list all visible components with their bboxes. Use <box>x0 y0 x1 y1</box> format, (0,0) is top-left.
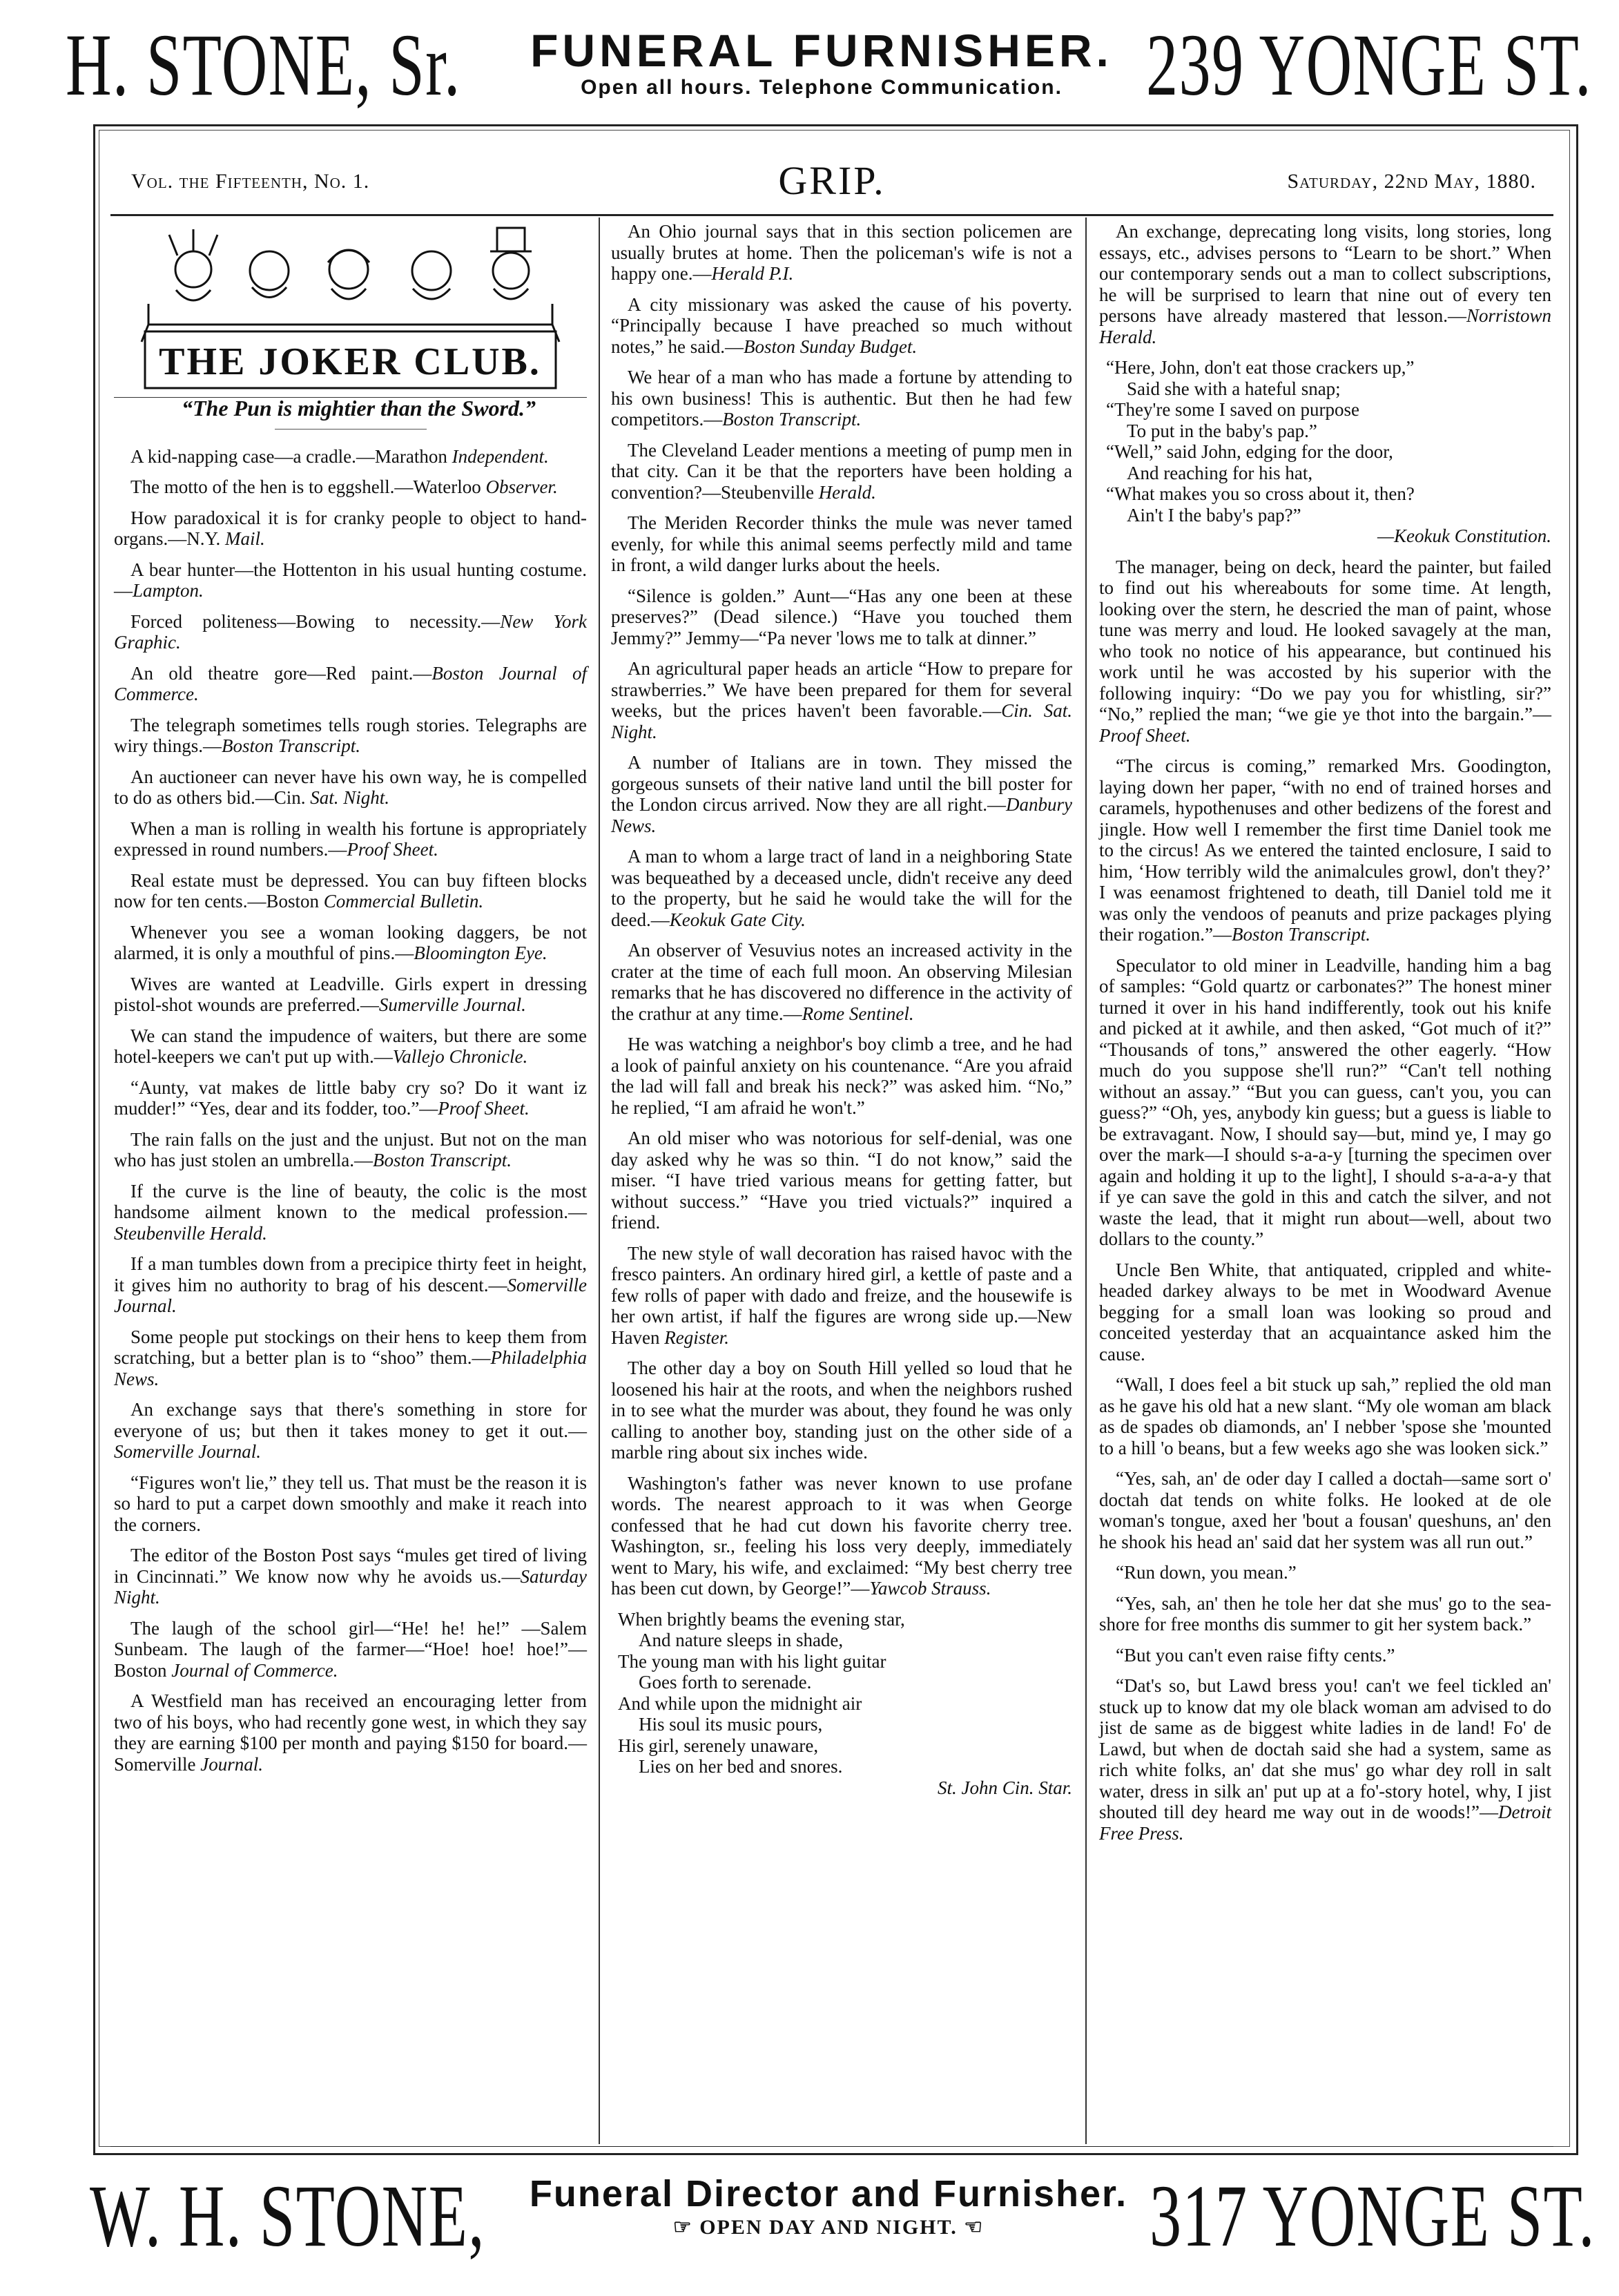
paragraph <box>611 440 1072 503</box>
paragraph-source: Steubenville Herald. <box>114 1222 267 1244</box>
bottom-rule <box>110 2146 1553 2147</box>
paragraph-source: Cin. Sat. Night. <box>611 700 1072 742</box>
paragraph-text: The rain falls on the just and the unjust. But not on the man who has just stolen an umbrella.— <box>114 1128 587 1170</box>
paragraph <box>611 1034 1072 1118</box>
paragraph <box>114 922 587 964</box>
paragraph-source: Lampton. <box>133 580 204 601</box>
paragraph-source: Boston Sunday Budget. <box>743 336 918 357</box>
club-motto: “The Pun is mightier than the Sword.” <box>181 396 536 421</box>
poem-source: St. John Cin. Star. <box>937 1777 1072 1798</box>
poem-source: —Keokuk Constitution. <box>1377 525 1551 546</box>
masthead <box>110 157 1553 213</box>
paragraph-source: Boston Transcript. <box>372 1150 512 1170</box>
paragraph <box>611 294 1072 358</box>
paragraph-text: “But you can't even raise fifty cents.” <box>1116 1644 1395 1666</box>
paragraph-text: An observer of Vesuvius notes an increased activity in the crater at the time of each full moon. An observing Milesian remarks that he has discovered no difference in the activity of the crathur at any time.— <box>611 940 1072 1024</box>
paragraph-text: A number of Italians are in town. They missed the gorgeous sunsets of their native land until the bill poster for the London circus arrived. Now they are all right.— <box>611 752 1072 815</box>
paragraph-text: The motto of the hen is to eggshell.—Waterloo <box>130 476 486 497</box>
paragraph <box>611 940 1072 1024</box>
paragraph <box>611 1243 1072 1349</box>
publication-title: GRIP. <box>778 158 886 203</box>
paragraph-text: Whenever you see a woman looking daggers, be not alarmed, it is only a mouthful of pins.— <box>114 921 587 963</box>
paragraph <box>114 1327 587 1390</box>
masthead-rule <box>110 214 1553 216</box>
poem-line: And reaching for his hat, <box>1127 462 1313 483</box>
pointing-hand-icon: ☞ <box>672 2216 700 2239</box>
paragraph <box>114 1472 587 1536</box>
poem-line: Lies on her bed and snores. <box>639 1756 843 1777</box>
paragraph <box>1099 1260 1551 1365</box>
paragraph-text: Washington's father was never known to use profane words. The nearest approach to it was when George confessed that he had cut down his favorite cherry tree. Washington, sr., feeling his loss very deeply, immediately went to Mary, his wife, and exclaimed: “My best cherry tree has been cut down, by George!”— <box>611 1472 1072 1599</box>
paragraph <box>611 1358 1072 1463</box>
bottom-banner-title: Funeral Director and Furnisher. <box>529 2173 1128 2215</box>
column-3-items-b <box>1099 557 1551 1844</box>
paragraph-source: Norristown Herald. <box>1099 305 1551 347</box>
paragraph <box>114 818 587 860</box>
paragraph-text: Real estate must be depressed. You can buy fifteen blocks now for ten cents.—Boston <box>114 869 587 911</box>
paragraph-text: “Dat's so, but Lawd bress you! can't we feel tickled an' stuck up to know dat my ole black woman am advised to do jist de same as de biggest white ladies in de land! Fo' de Lawd, but when de doctah said she had a system, same as rich white folks, an' dat she mus' go whar dey roll in salt water, dress in silk an' put up at a fo'-story hotel, why, I jist shouted till dey heard me way out in de woods!”— <box>1099 1675 1551 1822</box>
paragraph-text: A kid-napping case—a cradle.—Marathon <box>130 445 452 467</box>
paragraph-source: Somerville Journal. <box>114 1441 261 1462</box>
paragraph <box>114 1129 587 1171</box>
paragraph <box>1099 755 1551 945</box>
paragraph <box>1099 1468 1551 1552</box>
top-banner-subtitle: Open all hours. Telephone Communication. <box>581 76 1063 99</box>
paragraph-source: Boston Transcript. <box>222 735 361 756</box>
paragraph-source: Keokuk Gate City. <box>669 909 806 930</box>
poem-line: When brightly beams the evening star, <box>618 1608 905 1630</box>
paragraph-text: If the curve is the line of beauty, the colic is the most handsome ailment known to the medical profession.— <box>114 1180 587 1222</box>
paragraph-text: An old theatre gore—Red paint.— <box>130 662 432 684</box>
column-divider-1 <box>599 218 600 2144</box>
poem-line: Ain't I the baby's pap?” <box>1127 504 1301 525</box>
paragraph-source: Independent. <box>452 445 549 467</box>
paragraph <box>114 611 587 653</box>
poem-line: “They're some I saved on purpose <box>1106 399 1359 420</box>
paragraph-text: The Meriden Recorder thinks the mule was never tamed evenly, for while this animal seems perfectly mild and tame in front, a wild danger lurks about the heels. <box>611 512 1072 575</box>
bottom-banner-subtitle: OPEN DAY AND NIGHT. <box>699 2216 958 2239</box>
paragraph-source: Somerville Journal. <box>114 1274 587 1316</box>
poem-line: His girl, serenely unaware, <box>618 1735 819 1756</box>
paragraph-source: Danbury News. <box>611 794 1072 836</box>
column-2 <box>611 221 1072 1808</box>
poem-line: “Well,” said John, edging for the door, <box>1106 441 1393 462</box>
top-banner-center <box>511 25 1132 99</box>
paragraph <box>1099 1593 1551 1635</box>
paragraph <box>611 1473 1072 1599</box>
column-3-poem <box>1099 357 1551 547</box>
paragraph-text: A city missionary was asked the cause of his poverty. “Principally because I have preached so much without notes,” he said.— <box>611 293 1072 357</box>
paragraph-text: An old miser who was notorious for self-denial, was one day asked why he was so thin. “I do not know,” said the miser. “I have tried various means for getting fatter, but without success.” “Have you tried victuals?” inquired a friend. <box>611 1128 1072 1233</box>
paragraph-source: Proof Sheet. <box>438 1098 530 1119</box>
paragraph-source: Saturday Night. <box>114 1565 587 1608</box>
paragraph-text: Forced politeness—Bowing to necessity.— <box>130 610 501 632</box>
top-banner-address: 239 YONGE ST. <box>1146 16 1592 114</box>
paragraph-text: “The circus is coming,” remarked Mrs. Goodington, laying down her paper, “with no end of trained horses and caramels, hypothenuses and other bedizens of the forest and jingle. How well I remember the first time Daniel took me to the circus! As we entered the tainted enclosure, I said to him, ‘How terribly wild the animalcules growl, don't they?’ I was eenamost frightened to death, till Daniel told me it was only the vendoos of peanuts and prize packages plying their rogation.”— <box>1099 755 1551 945</box>
poem-line: To put in the baby's pap.” <box>1127 420 1317 441</box>
poem-line: “What makes you so cross about it, then? <box>1106 483 1415 504</box>
paragraph-text: A man to whom a large tract of land in a neighboring State was bequeathed by a deceased uncle, didn't receive any deed to the property, but he said he would take the will for the deed.— <box>611 846 1072 930</box>
paragraph-source: Sat. Night. <box>310 787 390 808</box>
paragraph-text: How paradoxical it is for cranky people to object to hand-organs.—N.Y. <box>114 507 587 549</box>
paragraph-source: Mail. <box>225 528 265 549</box>
bottom-banner <box>0 2161 1619 2279</box>
paragraph-text: The manager, being on deck, heard the painter, but failed to find out his whereabouts for some time. At length, looking over the stern, he descried the man of paint, whose tune was merry and loud. He looked savagely at the man, who took no notice of his appearance, but continued his work until he was accosted by his superior with the following inquiry: “Do we pay you for whistling, sir?” “No,” replied the man; “we gie ye thot into the bargain.”— <box>1099 556 1551 724</box>
paragraph-source: Observer. <box>485 476 558 497</box>
paragraph-text: The telegraph sometimes tells rough stories. Telegraphs are wiry things.— <box>114 714 587 756</box>
paragraph-source: Philadelphia News. <box>114 1347 587 1389</box>
paragraph-source: Register. <box>664 1327 729 1348</box>
paragraph-source: Proof Sheet. <box>1099 724 1191 746</box>
paragraph <box>1099 1675 1551 1844</box>
paragraph-text: If a man tumbles down from a precipice thirty feet in height, it gives him no authority to brag of his descent.— <box>114 1253 587 1295</box>
paragraph-text: The laugh of the school girl—“He! he! he!” —Salem Sunbeam. The laugh of the farmer—“Hoe! hoe! hoe!”—Boston <box>114 1617 587 1681</box>
paragraph-source: Rome Sentinel. <box>802 1003 914 1024</box>
paragraph <box>114 766 587 809</box>
paragraph-source: Bloomington Eye. <box>414 943 547 963</box>
paragraph <box>611 367 1072 430</box>
volume-number: Vol. the Fifteenth, No. 1. <box>131 170 370 193</box>
column-2-poem <box>611 1609 1072 1799</box>
paragraph <box>114 1399 587 1463</box>
paragraph-text: “Yes, sah, an' de oder day I called a doctah—same sort o' doctah dat tends on white folks. He looked at de ole woman's tongue, axed her 'bout a fousan' queshuns, an' den he shook his head an' said dat her system was all run out.” <box>1099 1468 1551 1552</box>
paragraph-text: We hear of a man who has made a fortune by attending to his own business! This is authentic. But then he had few competitors.— <box>611 367 1072 430</box>
bottom-banner-name: W. H. STONE, <box>90 2167 485 2265</box>
paragraph <box>611 658 1072 742</box>
paragraph-source: New York Graphic. <box>114 610 587 653</box>
paragraph-source: Commercial Bulletin. <box>323 891 484 911</box>
paragraph-text: The other day a boy on South Hill yelled so loud that he loosened his hair at the roots, and when the neighbors rushed in to see what the murder was about, they found he was only calling to another boy, standing just on the other side of a marble ring about six inches wide. <box>611 1358 1072 1463</box>
paragraph-source: Sumerville Journal. <box>378 994 526 1015</box>
top-banner-title: FUNERAL FURNISHER. <box>530 25 1113 76</box>
paragraph-text: An agricultural paper heads an article “How to prepare for strawberries.” We have been prepared for them for several weeks, but the prices haven't been favorable.— <box>611 658 1072 721</box>
paragraph-text: “Run down, you mean.” <box>1116 1562 1297 1583</box>
paragraph-source: Journal of Commerce. <box>171 1659 338 1681</box>
top-banner <box>0 7 1619 124</box>
paragraph-source: Proof Sheet. <box>347 839 438 860</box>
column-2-items <box>611 221 1072 1599</box>
paragraph-source: Boston Transcript. <box>722 409 862 430</box>
paragraph-text: When a man is rolling in wealth his fortune is appropriately expressed in round numbers.— <box>114 818 587 860</box>
column-1 <box>114 221 587 1784</box>
paragraph <box>1099 221 1551 347</box>
motto-rule <box>275 429 427 430</box>
column-divider-2 <box>1085 218 1087 2144</box>
paragraph-text: “Figures won't lie,” they tell us. That must be the reason it is so hard to put a carpet down smoothly and make it reach into the corners. <box>114 1472 587 1535</box>
paragraph <box>611 221 1072 284</box>
paragraph-source: Detroit Free Press. <box>1099 1802 1551 1844</box>
paragraph-text: We can stand the impudence of waiters, but there are some hotel-keepers we can't put up with.— <box>114 1025 587 1067</box>
joker-club-title: THE JOKER CLUB. <box>159 340 541 383</box>
paragraph <box>1099 1645 1551 1666</box>
paragraph-text: An exchange, deprecating long visits, long stories, long essays, etc., advises persons to “Learn to be short.” When our contemporary sends out a man to collect subscriptions, he will be surprised to learn that nine out of every ten persons have already mastered that lesson.— <box>1099 221 1551 326</box>
paragraph <box>611 586 1072 649</box>
paragraph <box>114 1025 587 1068</box>
paragraph-source: Boston Journal of Commerce. <box>114 662 588 704</box>
poem-line: His soul its music pours, <box>639 1714 823 1735</box>
paragraph-source: Journal. <box>200 1753 263 1775</box>
poem-line: Said she with a hateful snap; <box>1127 378 1341 399</box>
paragraph <box>114 446 587 467</box>
poem-line: The young man with his light guitar <box>618 1650 886 1672</box>
paragraph-text: “Silence is golden.” Aunt—“Has any one been at these preserves?” (Dead silence.) “Have you touched them Jemmy?” Jemmy—“Pa never 'lows me to talk at dinner.” <box>611 585 1072 648</box>
issue-date: Saturday, 22nd May, 1880. <box>1287 170 1536 193</box>
joker-club-illustration <box>114 221 587 397</box>
paragraph <box>611 1128 1072 1233</box>
paragraph <box>611 512 1072 576</box>
paragraph <box>611 846 1072 930</box>
paragraph <box>114 559 587 601</box>
paragraph <box>1099 1562 1551 1583</box>
paragraph-text: A Westfield man has received an encouraging letter from two of his boys, who had recently gone west, in which they say they are earning $100 per month and paying $150 for board.—Somerville <box>114 1690 587 1775</box>
paragraph <box>114 870 587 912</box>
paragraph <box>114 974 587 1016</box>
top-banner-name: H. STONE, Sr. <box>66 16 461 114</box>
poem-line: Goes forth to serenade. <box>639 1672 812 1692</box>
paragraph <box>1099 1374 1551 1458</box>
joker-club-header <box>114 221 587 398</box>
paragraph <box>114 1181 587 1244</box>
paragraph-text: Uncle Ben White, that antiquated, crippled and white-headed darkey always to be met in Woodward Avenue begging for a small loan was looking so proud and conceited yesterday that an acquaintance asked him the cause. <box>1099 1259 1551 1364</box>
paragraph <box>1099 955 1551 1250</box>
paragraph-source: Yawcob Strauss. <box>869 1578 991 1599</box>
paragraph <box>114 1618 587 1681</box>
paragraph <box>114 715 587 757</box>
paragraph-text: “Yes, sah, an' then he tole her dat she mus' go to the sea-shore for free months dis summer to git her system back.” <box>1099 1592 1551 1634</box>
paragraph <box>114 1545 587 1608</box>
paragraph-source: Herald P.I. <box>711 263 794 284</box>
bottom-banner-address: 317 YONGE ST. <box>1150 2167 1596 2265</box>
bottom-banner-center <box>525 2175 1132 2239</box>
paragraph-text: Some people put stockings on their hens to keep them from scratching, but a better plan is to “shoo” them.— <box>114 1326 587 1368</box>
paragraph-text: An exchange says that there's something in store for everyone of us; but then it takes money to get it out.— <box>114 1399 587 1441</box>
paragraph-text: An auctioneer can never have his own way, he is compelled to do as others bid.—Cin. <box>114 766 587 808</box>
paragraph-text: Wives are wanted at Leadville. Girls expert in dressing pistol-shot wounds are preferred.— <box>114 973 587 1015</box>
column-3-items <box>1099 221 1551 347</box>
paragraph-text: A bear hunter—the Hottenton in his usual hunting costume.— <box>114 559 587 601</box>
paragraph-text: He was watching a neighbor's boy climb a tree, and he had a look of painful anxiety on his countenance. “Are you afraid the lad will fall and break his neck?” was asked him. “No,” he replied, “I am afraid he won't.” <box>611 1034 1072 1118</box>
paragraph <box>114 476 587 498</box>
paragraph-text: The Cleveland Leader mentions a meeting of pump men in that city. Can it be that the reporters have been holding a convention?—Steubenville <box>611 439 1072 503</box>
paragraph-source: Boston Transcript. <box>1231 924 1370 945</box>
paragraph-source: Vallejo Chronicle. <box>392 1046 528 1067</box>
column-1-items <box>114 446 587 1775</box>
paragraph-text: Speculator to old miner in Leadville, handing him a bag of samples: “Gold quartz or carbonates?” The honest miner turned it over in his hand indifferently, took out his knife and picked at it awhile, and then asked, “Got much of it?” “Thousands of tons,” answered the other eagerly. “How much do you suppose she'll run?” “Can't tell nothing without an assay.” “But you can guess, can't you, you can guess?” “Oh, yes, anybody kin guess; but a guess is liable to be extravagant. Now, I should say—but, mind ye, I may go over the mark—I should s-a-a-y [turning the specimen over again and holding it up to the light], I should s-a-a-a-y that if ye can save the gold in this and catch the silver, and not waste the lead, that it might run about—well, about two dollars to the county.” <box>1099 954 1551 1249</box>
paragraph <box>114 1253 587 1317</box>
poem-line: And while upon the midnight air <box>618 1692 862 1714</box>
pointing-hand-icon: ☜ <box>957 2216 985 2239</box>
bottom-banner-subtitle-row <box>525 2215 1132 2239</box>
paragraph-text: “Wall, I does feel a bit stuck up sah,” replied the old man as he gave his old hat a new slant. “My ole woman am black as de spades ob diamonds, an' I nebber 'spose she 'mounted to a hill 'o beans, but a few weeks ago she was looken sick.” <box>1099 1374 1551 1458</box>
column-3 <box>1099 221 1551 1853</box>
paragraph-text: An Ohio journal says that in this section policemen are usually brutes at home. Then the policeman's wife is not a happy one.— <box>611 221 1072 284</box>
paragraph-text: “Aunty, vat makes de little baby cry so? Do it want iz mudder!” “Yes, dear and its fodder, too.”— <box>114 1077 587 1119</box>
paragraph-source: Herald. <box>818 481 876 503</box>
poem-line: And nature sleeps in shade, <box>639 1630 844 1650</box>
paragraph <box>114 1690 587 1775</box>
paragraph-text: The new style of wall decoration has raised havoc with the fresco painters. An ordinary hired girl, a kettle of paste and a few rolls of paper with dado and freize, and the housewife is her own artist, if half the figures are wrong side up.—New Haven <box>611 1242 1072 1348</box>
paragraph <box>1099 557 1551 746</box>
paragraph <box>611 752 1072 836</box>
poem-line: “Here, John, don't eat those crackers up,” <box>1106 357 1415 378</box>
paragraph <box>114 663 587 705</box>
paragraph <box>114 508 587 550</box>
paragraph <box>114 1077 587 1119</box>
paragraph-text: The editor of the Boston Post says “mules get tired of living in Cincinnati.” We know now why he avoids us.— <box>114 1545 587 1587</box>
